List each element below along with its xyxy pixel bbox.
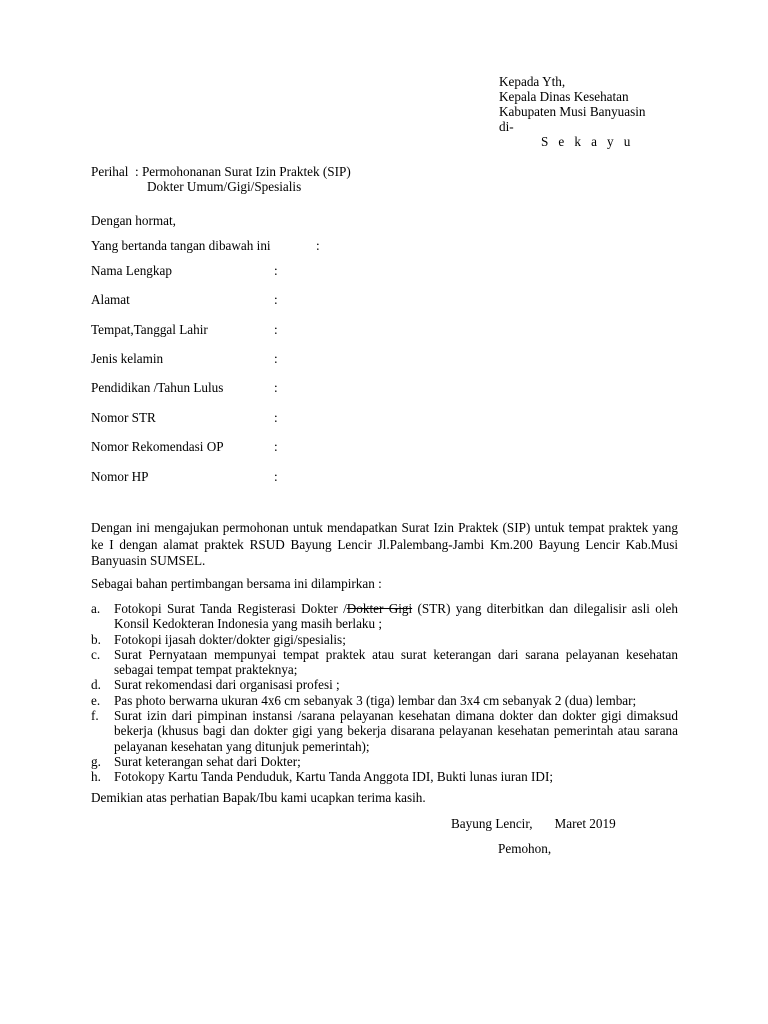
list-marker: c. — [91, 646, 101, 662]
list-item: f. Surat izin dari pimpinan instansi /sarana pelayanan kesehatan dimana dokter dan dokter gigi dimaksud bekerja (khusus bagi dan dokter gigi yang bekerja disarana pelayanan kesehatan pemerintah atau sarana pelayanan kesehatan yang ditunjuk pemerintah); — [91, 708, 678, 754]
field-nomor-str — [91, 410, 278, 425]
attachments-list — [91, 601, 678, 785]
recipient-office: Kepala Dinas Kesehatan — [499, 89, 629, 104]
date: Maret 2019 — [554, 816, 616, 831]
field-nomor-hp — [91, 469, 278, 484]
list-marker: a. — [91, 601, 101, 616]
list-item: e. Pas photo berwarna ukuran 4x6 cm sebanyak 3 (tiga) lembar dan 3x4 cm sebanyak 2 (dua) lembar; — [91, 692, 637, 708]
signature-label: Pemohon, — [498, 841, 552, 856]
field-nama-lengkap — [91, 263, 278, 278]
list-item: d. Surat rekomendasi dari organisasi profesi ; — [91, 677, 340, 693]
recipient-block — [499, 74, 646, 149]
field-colon: : — [274, 380, 278, 395]
field-label: Tempat,Tanggal Lahir — [91, 322, 208, 337]
field-pendidikan — [91, 380, 278, 395]
attachments-intro: Sebagai bahan pertimbangan bersama ini dilampirkan : — [91, 576, 382, 591]
recipient-greeting: Kepada Yth, — [499, 74, 566, 89]
field-nomor-rekomendasi — [91, 439, 278, 454]
list-marker: d. — [91, 677, 101, 693]
list-marker: g. — [91, 753, 101, 769]
field-label: Alamat — [91, 292, 130, 307]
field-colon: : — [274, 469, 278, 484]
list-item: c. Surat Pernyataan mempunyai tempat praktek atau surat keterangan dari sarana pelayanan kesehatan sebagai tempat tempat prakteknya; — [91, 646, 678, 678]
list-item: a. Fotokopi Surat Tanda Registerasi Dokter /Dokter Gigi (STR) yang diterbitkan dan dilegalisir asli oleh Konsil Kedokteran Indonesia yang masih berlaku ; — [91, 601, 679, 632]
intro-colon: : — [316, 238, 320, 253]
list-marker: b. — [91, 631, 101, 647]
struck-text: Dokter Gigi — [346, 601, 413, 616]
field-colon: : — [274, 263, 278, 278]
field-label: Nomor STR — [91, 410, 156, 425]
list-marker: h. — [91, 769, 101, 785]
field-label: Nomor Rekomendasi OP — [91, 439, 224, 454]
greeting: Dengan hormat, — [91, 213, 176, 228]
closing-sentence: Demikian atas perhatian Bapak/Ibu kami ucapkan terima kasih. — [91, 790, 426, 805]
intro-line — [91, 238, 320, 253]
recipient-city: S e k a y u — [541, 134, 634, 149]
field-colon: : — [274, 351, 278, 366]
field-label: Nama Lengkap — [91, 263, 172, 278]
subject-line-2: Dokter Umum/Gigi/Spesialis — [147, 179, 302, 194]
body-paragraph: Dengan ini mengajukan permohonan untuk mendapatkan Surat Izin Praktek (SIP) untuk tempat praktek yang ke I dengan alamat praktek RSUD Bayung Lencir Jl.Palembang-Jambi Km.200 Bayung Lencir Kab.Musi Banyuasin SUMSEL. — [91, 520, 678, 568]
field-label: Nomor HP — [91, 469, 149, 484]
subject-line-1: : Permohonanan Surat Izin Praktek (SIP) — [135, 164, 351, 179]
field-alamat — [91, 292, 278, 307]
field-colon: : — [274, 322, 278, 337]
recipient-region: Kabupaten Musi Banyuasin — [499, 104, 646, 119]
intro-text: Yang bertanda tangan dibawah ini — [91, 238, 271, 253]
recipient-di: di- — [499, 119, 514, 134]
field-label: Jenis kelamin — [91, 351, 164, 366]
field-colon: : — [274, 292, 278, 307]
place: Bayung Lencir, — [451, 816, 533, 831]
list-item: g. Surat keterangan sehat dari Dokter; — [91, 753, 301, 769]
field-label: Pendidikan /Tahun Lulus — [91, 380, 224, 395]
subject-label: Perihal — [91, 164, 129, 179]
list-marker: e. — [91, 692, 101, 708]
subject-block — [91, 164, 351, 194]
field-colon: : — [274, 410, 278, 425]
list-item: h. Fotokopy Kartu Tanda Penduduk, Kartu Tanda Anggota IDI, Bukti lunas iuran IDI; — [91, 769, 554, 785]
field-tempat-tanggal-lahir — [91, 322, 278, 337]
list-item: b. Fotokopi ijasah dokter/dokter gigi/spesialis; — [91, 631, 346, 647]
place-date-line — [451, 816, 616, 831]
list-marker: f. — [91, 708, 99, 724]
field-jenis-kelamin — [91, 351, 278, 366]
field-colon: : — [274, 439, 278, 454]
